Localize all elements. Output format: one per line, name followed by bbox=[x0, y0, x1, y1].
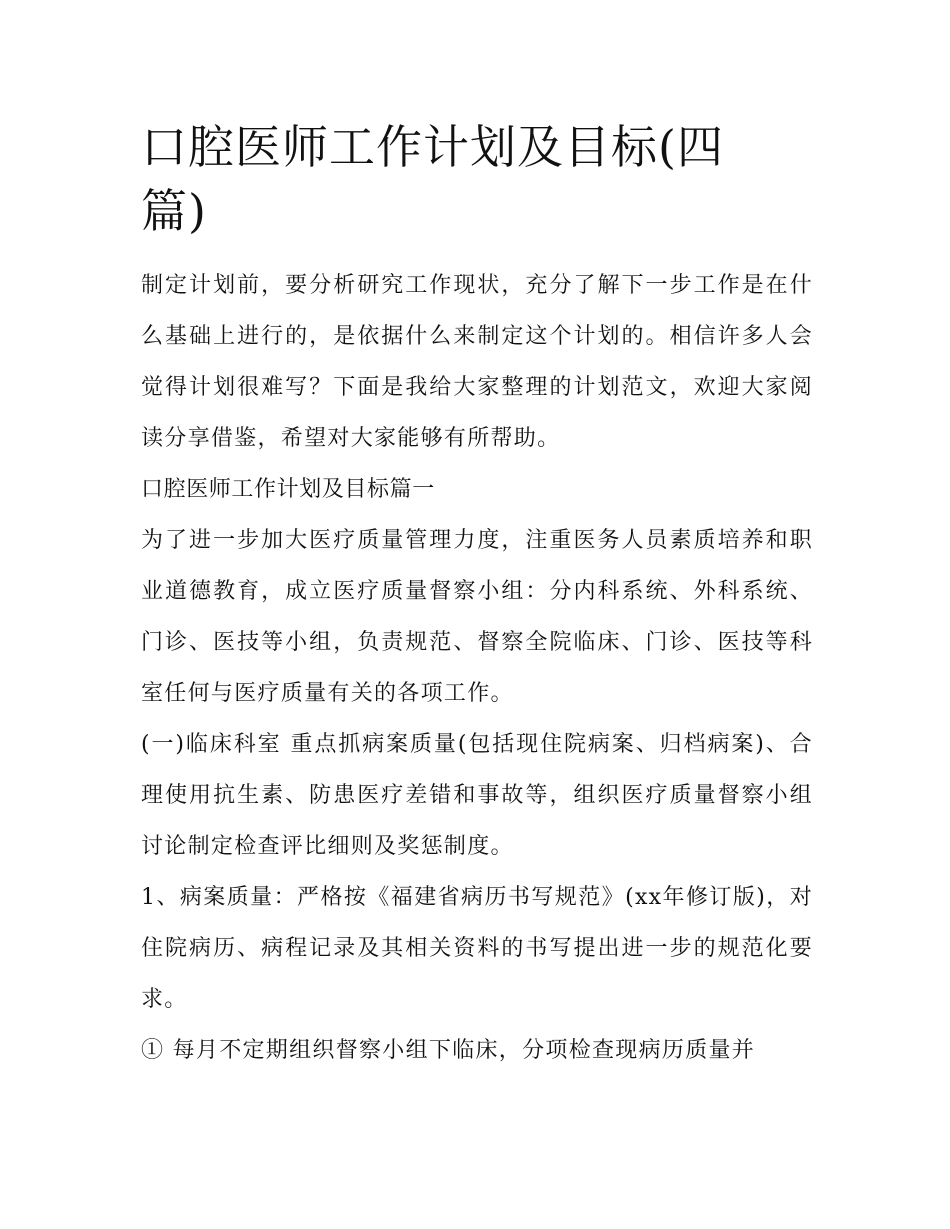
section-heading: 口腔医师工作计划及目标篇一 bbox=[141, 477, 435, 502]
intro-paragraph: 制定计划前，要分析研究工作现状，充分了解下一步工作是在什么基础上进行的，是依据什么来制定这个计划的。相信许多人会觉得计划很难写？下面是我给大家整理的计划范文，欢迎大家阅读分享借鉴，希望对大家能够有所帮助。 bbox=[141, 273, 813, 451]
body-paragraph: 1、病案质量：严格按《福建省病历书写规范》(xx年修订版)，对住院病历、病程记录及其相关资料的书写提出进一步的规范化要求。 bbox=[141, 885, 813, 1012]
document-title: 口腔医师工作计划及目标(四篇) bbox=[141, 120, 724, 238]
list-item: ① 每月不定期组织督察小组下临床，分项检查现病历质量并 bbox=[141, 1038, 756, 1063]
document-body bbox=[141, 115, 813, 1076]
body-paragraph: 为了进一步加大医疗质量管理力度，注重医务人员素质培养和职业道德教育，成立医疗质量督察小组：分内科系统、外科系统、门诊、医技等小组，负责规范、督察全院临床、门诊、医技等科室任何与医疗质量有关的各项工作。 bbox=[141, 528, 813, 706]
body-paragraph: (一)临床科室 重点抓病案质量(包括现住院病案、归档病案)、合理使用抗生素、防患医疗差错和事故等，组织医疗质量督察小组讨论制定检查评比细则及奖惩制度。 bbox=[141, 732, 813, 859]
